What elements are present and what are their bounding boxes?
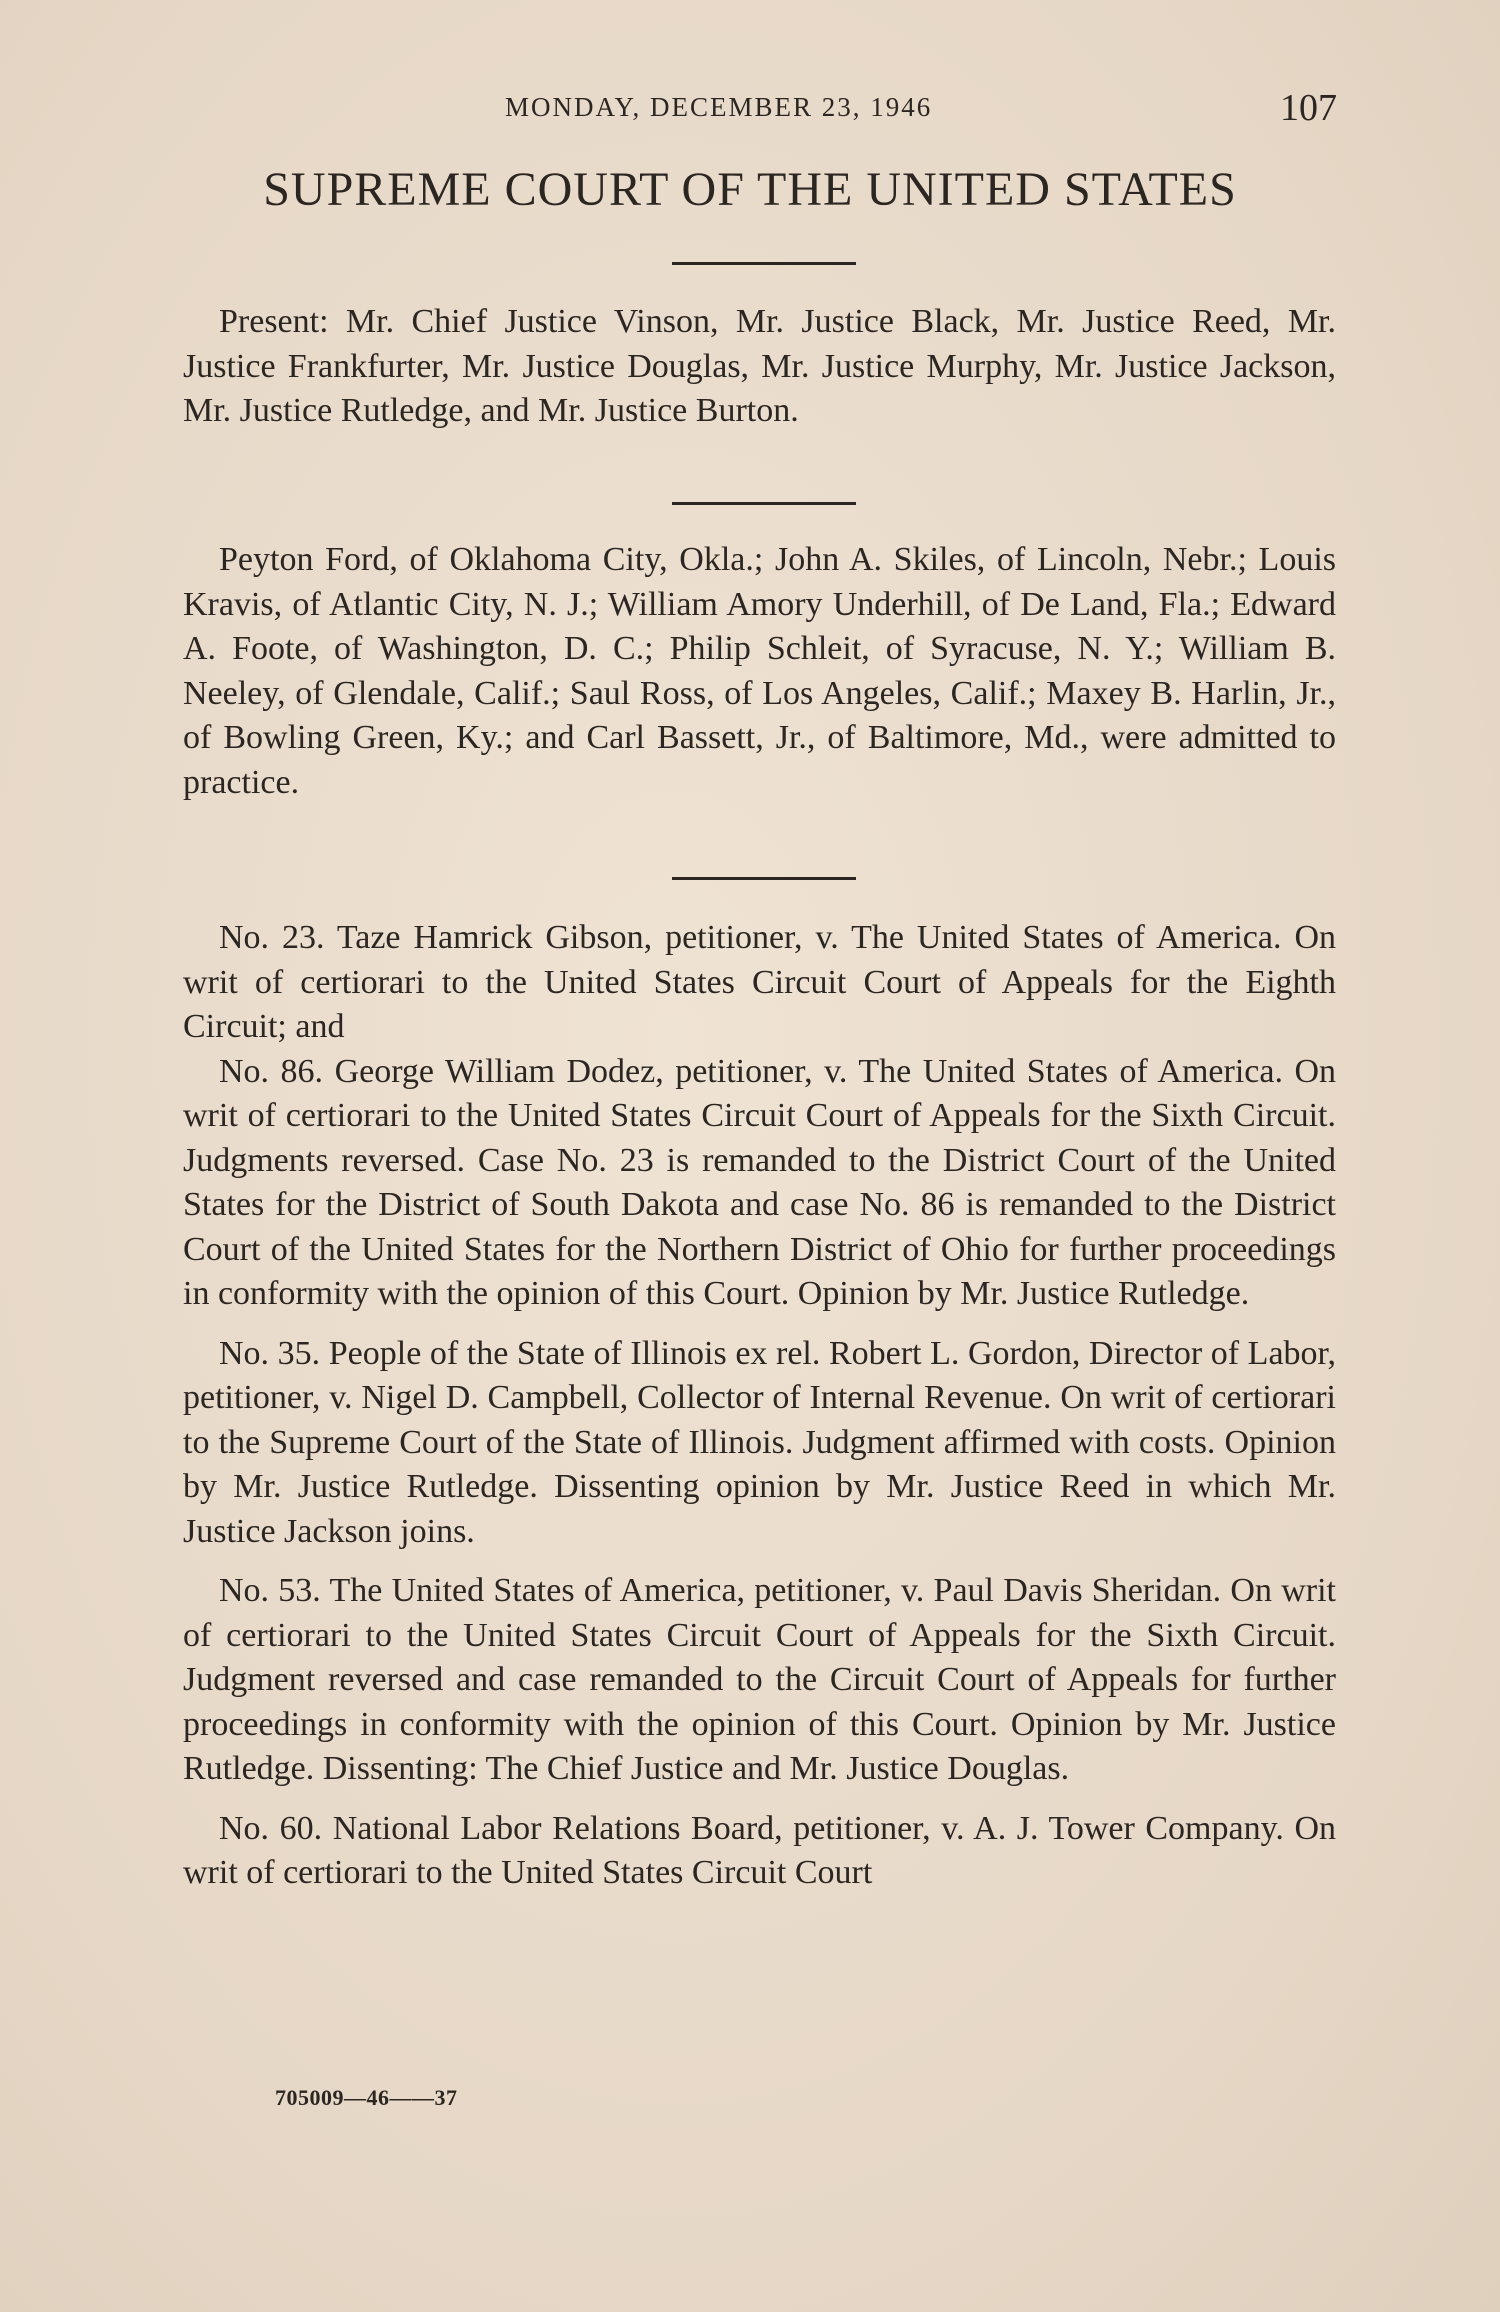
page-number: 107 bbox=[1280, 87, 1337, 129]
case-number: No. 60. bbox=[219, 1809, 323, 1847]
court-title: SUPREME COURT OF THE UNITED STATES bbox=[263, 163, 1237, 216]
case-number: No. 23. bbox=[219, 919, 325, 956]
case-text: Taze Hamrick Gibson, petitioner, v. The United States of America. On writ of certiorari to the United States Circuit Court of Appeals for the Eighth Circuit; and bbox=[183, 919, 1336, 1045]
case-entry bbox=[183, 916, 1336, 1050]
section-divider bbox=[672, 262, 856, 265]
admissions-paragraph: Peyton Ford, of Oklahoma City, Okla.; John A. Skiles, of Lincoln, Nebr.; Louis Kravis, of Atlantic City, N. J.; William Amory Underhill, of De Land, Fla.; Edward A. Foote, of Washington, D. C.; Philip Schleit, of Syracuse, N. Y.; William B. Neeley, of Glendale, Calif.; Saul Ross, of Los Angeles, Calif.; Maxey B. Harlin, Jr., of Bowling Green, Ky.; and Carl Bassett, Jr., of Baltimore, Md., were admitted to practice. bbox=[183, 541, 1336, 801]
case-number: No. 53. bbox=[219, 1572, 321, 1609]
date-line: MONDAY, DECEMBER 23, 1946 bbox=[505, 92, 933, 122]
case-entry bbox=[183, 1332, 1336, 1555]
case-entry bbox=[183, 1050, 1336, 1317]
case-number: No. 35. bbox=[219, 1334, 321, 1372]
case-entry bbox=[183, 1807, 1336, 1896]
printer-code: 705009—46——37 bbox=[275, 2085, 458, 2110]
case-text: George William Dodez, petitioner, v. The United States of America. On writ of certiorari to the United States Circuit Court of Appeals for the Sixth Circuit. Judgments reversed. Case No. 23 is remanded to the District Court of the United States for the District of South Dakota and case No. 86 is remanded to the District Court of the United States for the Northern District of Ohio for further proceedings in conformity with the opinion of this Court. Opinion by Mr. Justice Rutledge. bbox=[183, 1052, 1337, 1312]
case-number: No. 86. bbox=[219, 1052, 324, 1090]
case-list bbox=[183, 916, 1336, 1896]
running-head bbox=[0, 86, 1500, 129]
present-justices-paragraph: Present: Mr. Chief Justice Vinson, Mr. Justice Black, Mr. Justice Reed, Mr. Justice Frankfurter, Mr. Justice Douglas, Mr. Justice Murphy, Mr. Justice Jackson, Mr. Justice Rutledge, and Mr. Justice Burton. bbox=[183, 303, 1336, 429]
case-text: National Labor Relations Board, petitioner, v. A. J. Tower Company. On writ of certiorari to the United States Circuit Court bbox=[183, 1809, 1336, 1891]
section-divider bbox=[672, 502, 856, 505]
case-text: People of the State of Illinois ex rel. Robert L. Gordon, Director of Labor, petitioner, v. Nigel D. Campbell, Collector of Internal Revenue. On writ of certiorari to the Supreme Court of the State of Illinois. Judgment affirmed with costs. Opinion by Mr. Justice Rutledge. Dissenting opinion by Mr. Justice Reed in which Mr. Justice Jackson joins. bbox=[183, 1334, 1337, 1550]
section-divider bbox=[672, 877, 856, 880]
case-text: The United States of America, petitioner, v. Paul Davis Sheridan. On writ of certiorari to the United States Circuit Court of Appeals for the Sixth Circuit. Judgment reversed and case remanded to the Circuit Court of Appeals for further proceedings in conformity with the opinion of this Court. Opinion by Mr. Justice Rutledge. Dissenting: The Chief Justice and Mr. Justice Douglas. bbox=[183, 1572, 1336, 1787]
case-entry bbox=[183, 1569, 1336, 1792]
